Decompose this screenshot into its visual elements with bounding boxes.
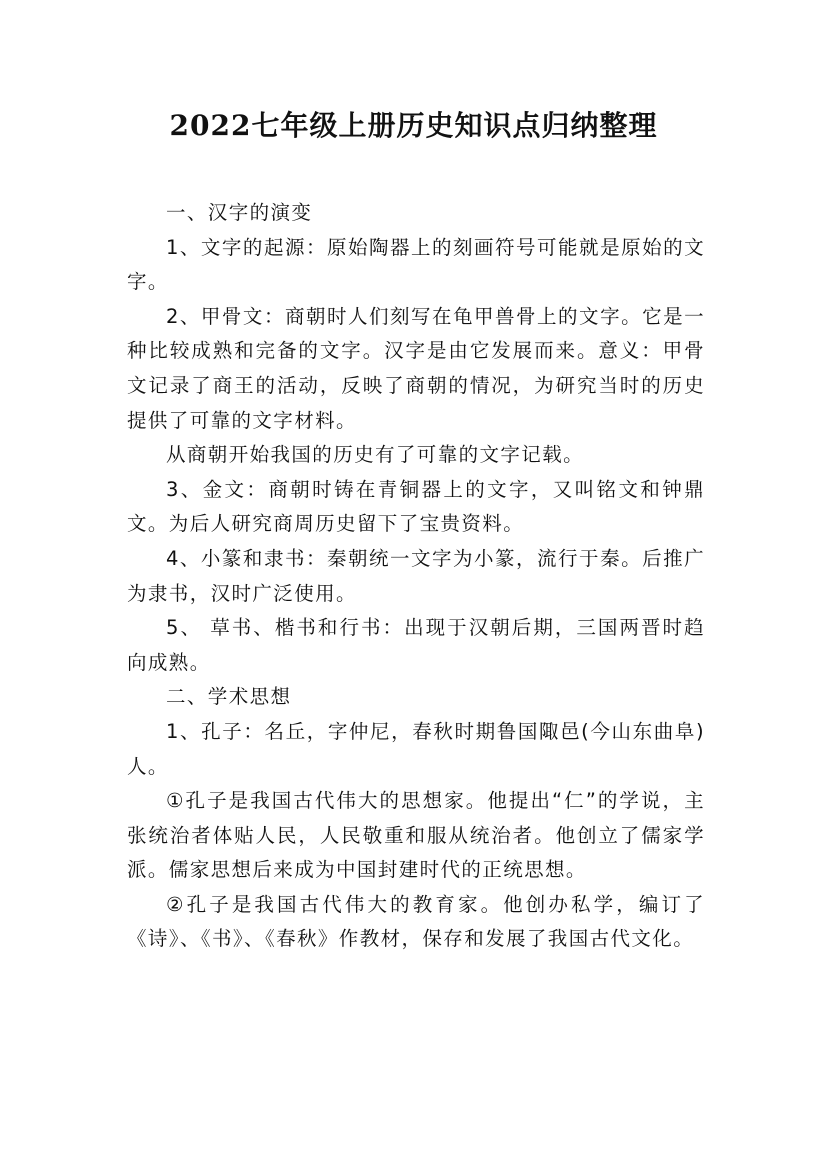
paragraph: 1、孔子：名丘，字仲尼，春秋时期鲁国陬邑(今山东曲阜)人。	[127, 719, 705, 778]
paragraph: 3、金文：商朝时铸在青铜器上的文字，又叫铭文和钟鼎文。为后人研究商周历史留下了宝贵资料。	[127, 477, 705, 536]
paragraph: 从商朝开始我国的历史有了可靠的文字记载。	[166, 443, 585, 467]
paragraph: ①孔子是我国古代伟大的思想家。他提出“仁”的学说，主张统治者体贴人民，人民敬重和服从统治者。他创立了儒家学派。儒家思想后来成为中国封建时代的正统思想。	[127, 789, 705, 882]
paragraph: 5、 草书、楷书和行书：出现于汉朝后期，三国两晋时趋向成熟。	[127, 616, 705, 674]
section-heading: 二、学术思想	[166, 685, 292, 709]
paragraph: ②孔子是我国古代伟大的教育家。他创办私学，编订了《诗》、《书》、《春秋》作教材，保存和发展了我国古代文化。	[127, 892, 705, 951]
document-body	[127, 196, 705, 957]
paragraph: 4、小篆和隶书：秦朝统一文字为小篆，流行于秦。后推广为隶书，汉时广泛使用。	[127, 546, 705, 605]
paragraph: 2、甲骨文：商朝时人们刻写在龟甲兽骨上的文字。它是一种比较成熟和完备的文字。汉字是由它发展而来。意义：甲骨文记录了商王的活动，反映了商朝的情况，为研究当时的历史提供了可靠的文字材料。	[127, 304, 705, 432]
paragraph: 1、文字的起源：原始陶器上的刻画符号可能就是原始的文字。	[127, 235, 705, 294]
section-heading: 一、汉字的演变	[166, 201, 313, 224]
document-title: 2022七年级上册历史知识点归纳整理	[169, 109, 658, 142]
